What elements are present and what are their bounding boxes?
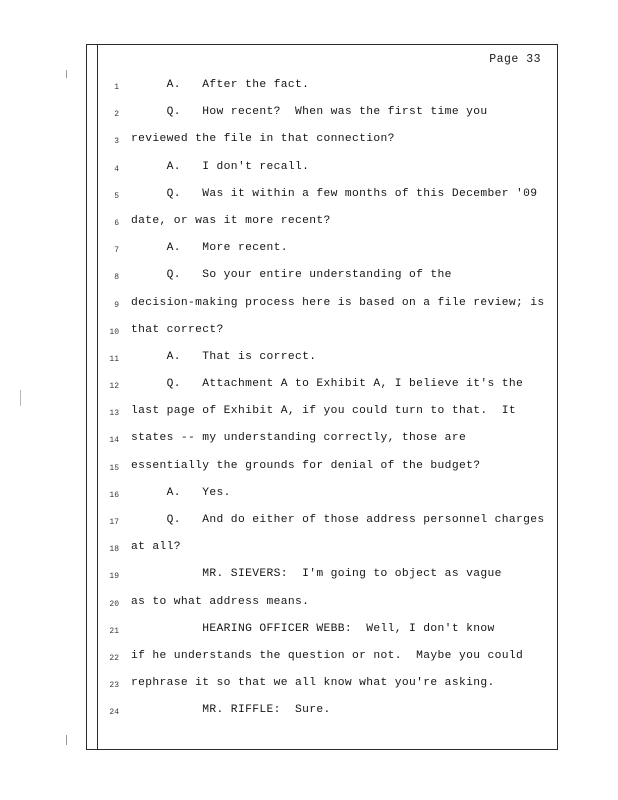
line-number: 6 (114, 218, 119, 228)
line-text: Q. Attachment A to Exhibit A, I believe it's the (131, 378, 524, 391)
line-number: 16 (109, 490, 119, 500)
line-number: 23 (109, 681, 119, 691)
line-text: last page of Exhibit A, if you could turn to that. It (131, 405, 516, 418)
line-text: A. More recent. (131, 242, 288, 255)
line-number: 5 (114, 191, 119, 201)
line-number: 17 (109, 518, 119, 527)
line-text: MR. RIFFLE: Sure. (131, 704, 331, 717)
line-number: 12 (109, 382, 119, 392)
transcript-line (87, 566, 557, 593)
transcript-line (87, 186, 557, 213)
line-text: A. That is correct. (131, 350, 317, 363)
line-text: Q. Was it within a few months of this December '09 (131, 187, 538, 200)
transcript-line (87, 621, 557, 648)
line-text: rephrase it so that we all know what you're asking. (131, 677, 495, 690)
line-text: Q. So your entire understanding of the (131, 269, 452, 282)
transcript-lines (87, 77, 557, 730)
page-number-label: Page 33 (489, 53, 541, 66)
scan-tick-mark (66, 70, 67, 78)
line-number: 18 (109, 545, 119, 555)
scan-tick-mark (66, 735, 67, 745)
transcript-line (87, 376, 557, 403)
line-number: 14 (109, 436, 119, 446)
line-number: 4 (114, 164, 119, 174)
line-text: states -- my understanding correctly, those are (131, 432, 467, 445)
line-text: essentially the grounds for denial of the budget? (131, 459, 481, 472)
line-number: 15 (109, 463, 119, 473)
transcript-line (87, 104, 557, 131)
line-text: MR. SIEVERS: I'm going to object as vague (131, 568, 502, 581)
line-number: 19 (109, 572, 119, 582)
transcript-line (87, 458, 557, 485)
line-text: Q. And do either of those address personnel charges (131, 514, 545, 526)
line-number: 3 (114, 137, 119, 147)
line-number: 10 (109, 327, 119, 337)
transcript-line (87, 539, 557, 566)
transcript-line (87, 349, 557, 376)
scan-tick-mark (20, 390, 21, 406)
transcript-line (87, 594, 557, 621)
transcript-line (87, 267, 557, 294)
transcript-line (87, 675, 557, 702)
line-text: A. After the fact. (131, 79, 310, 91)
line-number: 2 (114, 110, 119, 120)
line-text: Q. How recent? When was the first time you (131, 106, 488, 119)
transcript-line (87, 430, 557, 457)
transcript-line (87, 485, 557, 512)
line-text: A. I don't recall. (131, 160, 310, 173)
transcript-line (87, 648, 557, 675)
line-number: 21 (109, 626, 119, 636)
line-number: 22 (109, 653, 119, 663)
line-text: that correct? (131, 323, 224, 336)
transcript-line (87, 131, 557, 158)
line-number: 1 (114, 83, 119, 92)
line-number: 24 (109, 708, 119, 718)
line-text: at all? (131, 541, 181, 554)
line-number: 8 (114, 273, 119, 283)
line-text: date, or was it more recent? (131, 214, 331, 227)
line-number: 13 (109, 409, 119, 419)
line-text: decision-making process here is based on a file review; is (131, 296, 545, 309)
line-number: 11 (109, 354, 119, 364)
transcript-line (87, 240, 557, 267)
line-number: 9 (114, 300, 119, 310)
transcript-line (87, 77, 557, 104)
transcript-line (87, 159, 557, 186)
transcript-line (87, 322, 557, 349)
line-text: as to what address means. (131, 595, 310, 608)
line-text: reviewed the file in that connection? (131, 133, 395, 146)
line-number: 7 (114, 246, 119, 256)
transcript-line (87, 702, 557, 729)
transcript-line (87, 403, 557, 430)
transcript-line (87, 512, 557, 539)
line-text: if he understands the question or not. Maybe you could (131, 649, 524, 662)
transcript-sheet (86, 44, 558, 750)
line-text: HEARING OFFICER WEBB: Well, I don't know (131, 622, 495, 635)
line-text: A. Yes. (131, 486, 231, 499)
transcript-line (87, 295, 557, 322)
line-number: 20 (109, 599, 119, 609)
transcript-line (87, 213, 557, 240)
